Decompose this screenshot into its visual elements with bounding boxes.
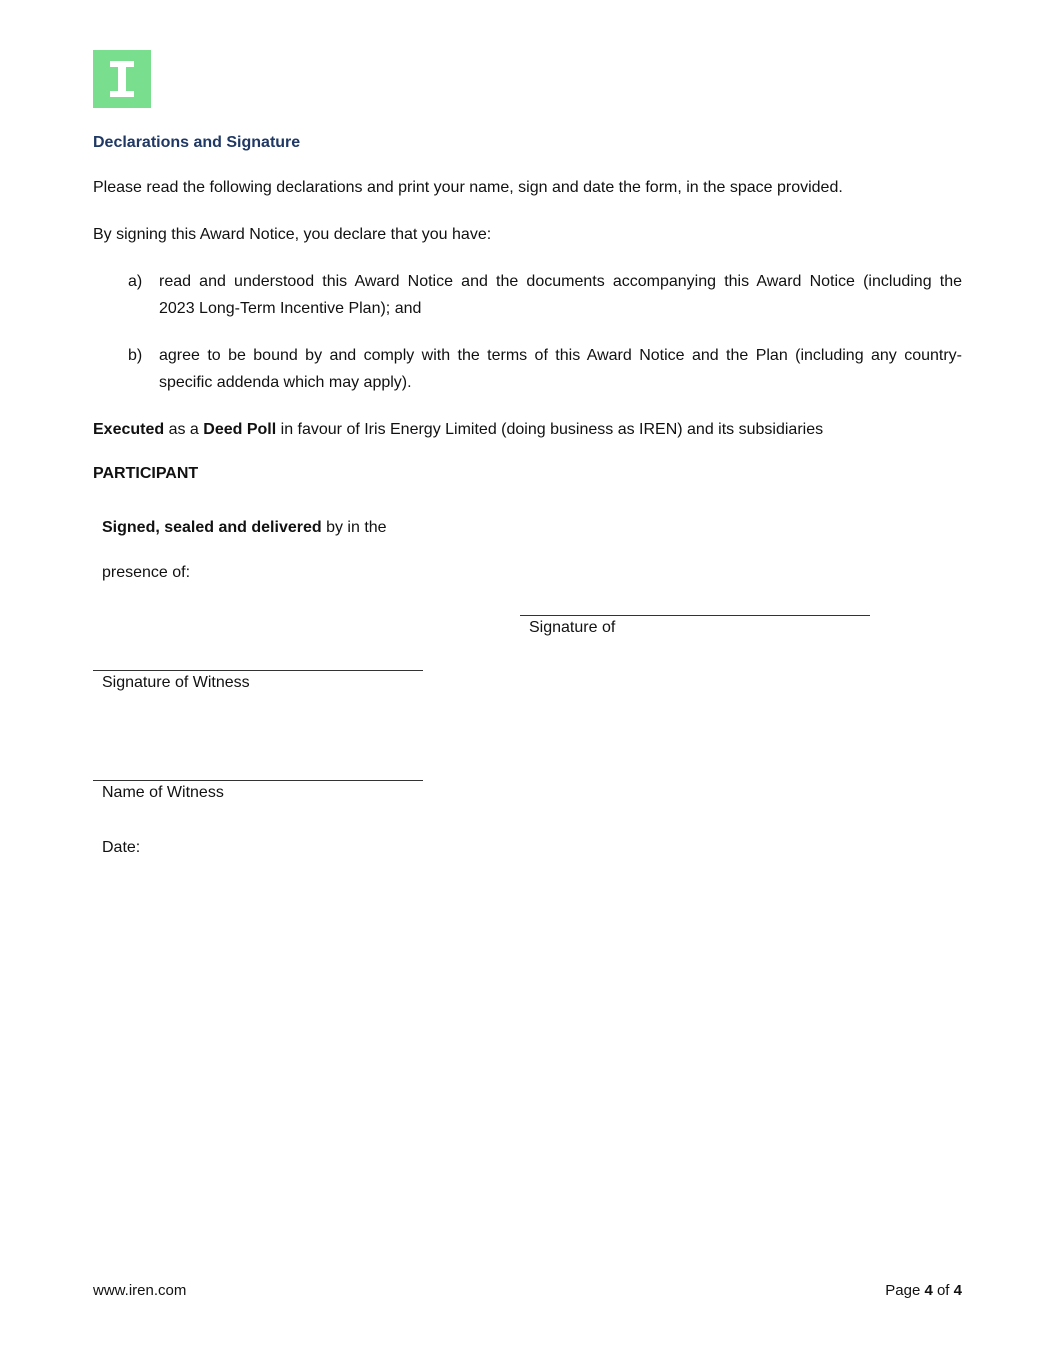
signed-sealed-delivered — [102, 514, 387, 541]
section-heading: Declarations and Signature — [93, 134, 301, 151]
witness-signature-label: Signature of Witness — [102, 674, 250, 691]
signature-of-label: Signature of — [529, 619, 616, 636]
declaration-a-line-1: read and understood this Award Notice and the documents accompanying this Award Notice (including the — [159, 273, 962, 290]
declaration-b-line-1: agree to be bound by and comply with the terms of this Award Notice and the Plan (including any country- — [159, 347, 962, 364]
lead-paragraph: By signing this Award Notice, you declare that you have: — [93, 226, 492, 243]
intro-paragraph: Please read the following declarations and print your name, sign and date the form, in the space provided. — [93, 179, 843, 196]
declaration-b-line-2: specific addenda which may apply). — [159, 374, 412, 391]
declaration-a — [159, 268, 962, 322]
presence-of-label: presence of: — [102, 564, 191, 581]
page-prefix: Page — [885, 1282, 925, 1299]
signed-text: by in the — [321, 519, 387, 536]
declaration-b — [159, 342, 962, 396]
page-mid: of — [932, 1282, 954, 1299]
declaration-a-line-2: 2023 Long-Term Incentive Plan); and — [159, 300, 422, 317]
participant-label: PARTICIPANT — [93, 465, 199, 482]
declaration-a-marker: a) — [128, 273, 143, 290]
witness-name-label: Name of Witness — [102, 784, 224, 801]
executed-text-1: as a — [164, 421, 204, 438]
footer-website: www.iren.com — [93, 1282, 187, 1299]
signed-bold: Signed, sealed and delivered — [102, 519, 322, 536]
date-label: Date: — [102, 839, 141, 856]
page-total: 4 — [953, 1282, 962, 1299]
deed-poll-bold: Deed Poll — [203, 421, 277, 438]
footer-page-number — [885, 1281, 962, 1301]
executed-text-2: in favour of Iris Energy Limited (doing business as IREN) and its subsidiaries — [276, 421, 824, 438]
logo-i-glyph-icon — [93, 50, 151, 108]
executed-statement — [93, 416, 823, 443]
page-current: 4 — [924, 1282, 933, 1299]
executed-bold: Executed — [93, 421, 165, 438]
declaration-b-marker: b) — [128, 347, 143, 364]
company-logo — [93, 50, 151, 108]
